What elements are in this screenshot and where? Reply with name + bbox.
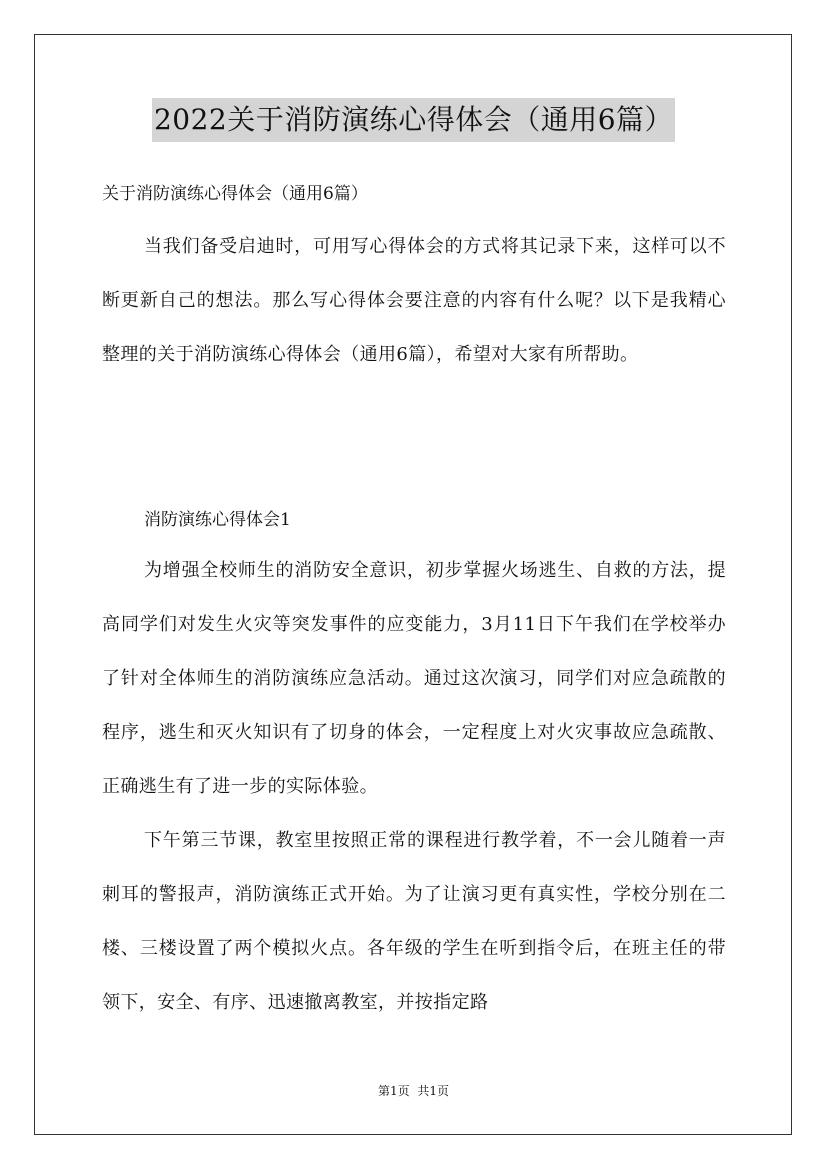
page-total: 共1页 xyxy=(417,1084,450,1098)
title-container xyxy=(0,98,827,142)
intro-paragraph: 当我们备受启迪时，可用写心得体会的方式将其记录下来，这样可以不断更新自己的想法。那么写心得体会要注意的内容有什么呢？以下是我精心整理的关于消防演练心得体会（通用6篇），希望对大家有所帮助。 xyxy=(102,236,726,365)
document-title: 2022关于消防演练心得体会（通用6篇） xyxy=(152,98,675,142)
intro-block xyxy=(102,220,726,382)
body-paragraph: 为增强全校师生的消防安全意识，初步掌握火场逃生、自救的方法，提高同学们对发生火灾等突发事件的应变能力，3月11日下午我们在学校举办了针对全体师生的消防演练应急活动。通过这次演习，同学们对应急疏散的程序，逃生和灭火知识有了切身的体会，一定程度上对火灾事故应急疏散、正确逃生有了进一步的实际体验。 xyxy=(102,560,726,797)
section-body xyxy=(102,544,726,1030)
page-number: 第1页 xyxy=(377,1084,410,1098)
document-subtitle: 关于消防演练心得体会（通用6篇） xyxy=(102,184,368,204)
section-heading: 消防演练心得体会1 xyxy=(144,510,291,530)
body-paragraph: 下午第三节课，教室里按照正常的课程进行教学着，不一会儿随着一声刺耳的警报声，消防演练正式开始。为了让演习更有真实性，学校分别在二楼、三楼设置了两个模拟火点。各年级的学生在听到指令后，在班主任的带领下，安全、有序、迅速撤离教室，并按指定路 xyxy=(102,830,726,1013)
page-footer xyxy=(0,1082,827,1100)
